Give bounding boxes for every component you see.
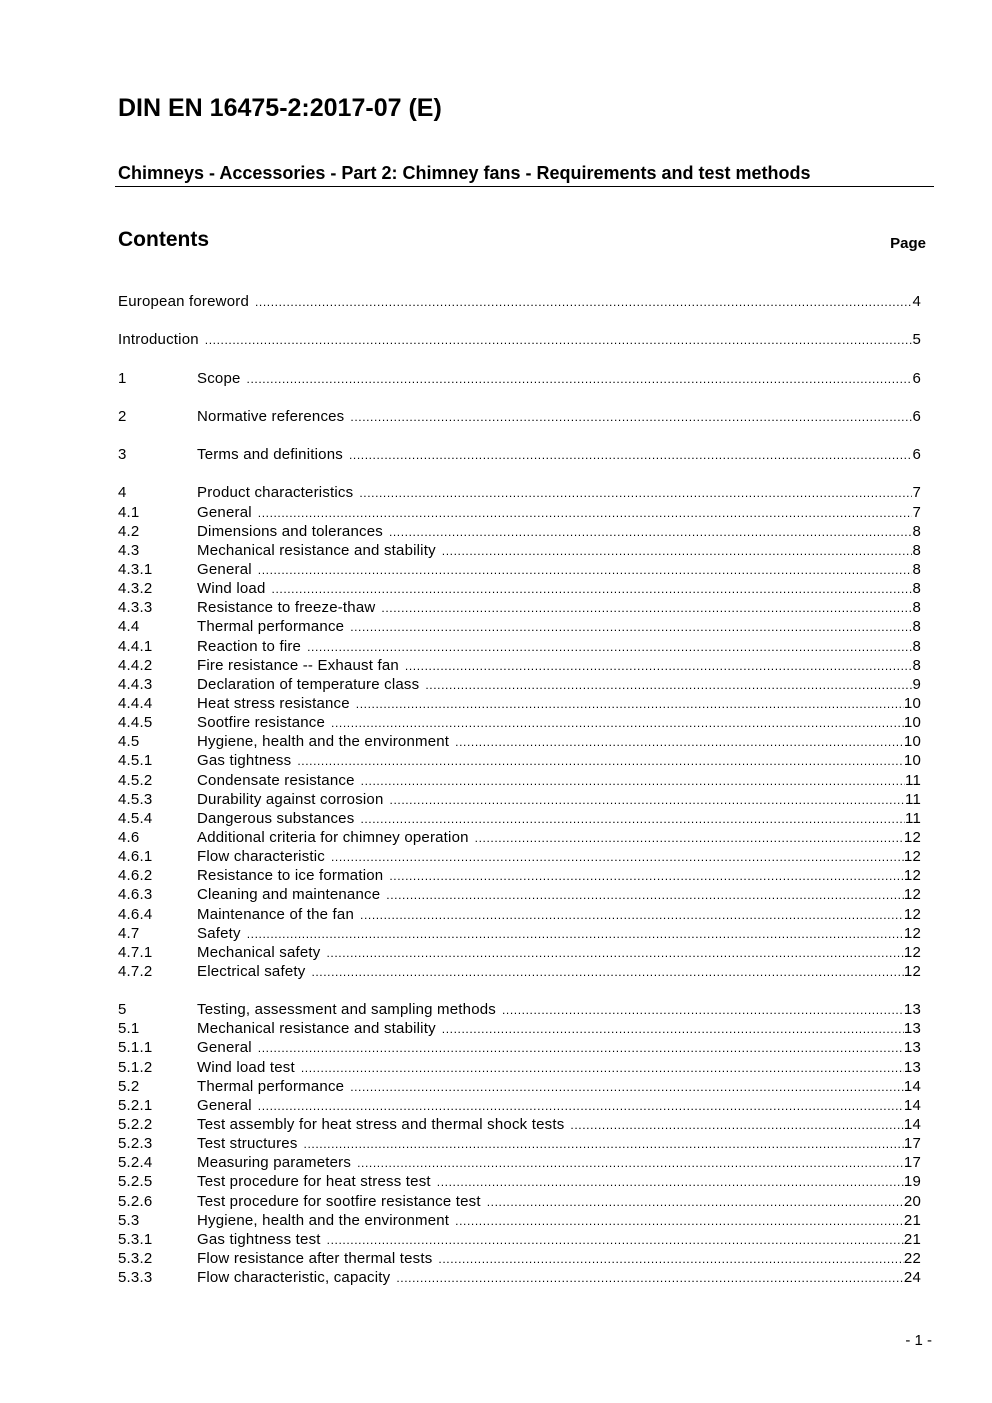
toc-leader-dots (326, 944, 903, 963)
toc-entry-number: 4.4.5 (118, 714, 153, 732)
toc-entry-number: 4.4.2 (118, 656, 153, 674)
toc-entry-title: Dangerous substances (197, 809, 355, 827)
toc-entry[interactable] (118, 790, 921, 809)
toc-entry[interactable] (118, 1000, 921, 1019)
toc-entry-title: Gas tightness test (197, 1230, 321, 1248)
toc-entry-page: 8 (912, 522, 921, 540)
toc-entry-page: 11 (905, 790, 921, 808)
toc-entry-title: General (197, 503, 252, 521)
toc-entry-title: Thermal performance (197, 1077, 345, 1095)
toc-entry[interactable] (118, 598, 921, 617)
toc-leader-dots (301, 1059, 904, 1078)
toc-entry-title: Terms and definitions (197, 446, 343, 464)
toc-entry[interactable] (118, 905, 921, 924)
page-number: - 1 - (905, 1332, 932, 1349)
toc-entry-number: 4.5.3 (118, 790, 153, 808)
toc-entry-page: 6 (912, 369, 921, 387)
toc-entry-page: 13 (903, 1020, 921, 1038)
toc-entry-number: 4.5 (118, 733, 140, 751)
toc-leader-dots (255, 293, 912, 312)
toc-leader-dots (360, 810, 905, 829)
toc-entry-title: Hygiene, health and the environment (197, 733, 450, 751)
toc-entry-title: Test assembly for heat stress and thermal shock tests (197, 1116, 565, 1134)
toc-entry-title: Cleaning and maintenance (197, 886, 381, 904)
toc-entry-number: 4.7 (118, 924, 140, 942)
toc-entry-title: Thermal performance (197, 618, 345, 636)
toc-entry-number: 5.2 (118, 1077, 140, 1095)
toc-leader-dots (307, 638, 912, 657)
toc-leader-dots (356, 695, 904, 714)
toc-entry[interactable] (118, 809, 921, 828)
toc-entry-number: 4.6.3 (118, 886, 153, 904)
toc-leader-dots (258, 1097, 904, 1116)
toc-entry-page: 17 (903, 1154, 921, 1172)
toc-entry-page: 21 (903, 1230, 921, 1248)
toc-entry-number: 4.5.2 (118, 771, 153, 789)
toc-entry-page: 8 (912, 637, 921, 655)
toc-entry[interactable] (118, 1153, 921, 1172)
document-id: DIN EN 16475-2:2017-07 (E) (118, 94, 442, 122)
toc-entry[interactable] (118, 560, 921, 579)
toc-entry-title: Additional criteria for chimney operation (197, 828, 469, 846)
toc-entry-number: 5.2.5 (118, 1173, 153, 1191)
toc-leader-dots (361, 772, 905, 791)
toc-entry[interactable] (118, 751, 921, 770)
toc-entry-number: 5 (118, 1001, 127, 1019)
toc-leader-dots (205, 331, 913, 350)
toc-entry-title: Heat stress resistance (197, 694, 350, 712)
toc-leader-dots (405, 657, 913, 676)
toc-leader-dots (442, 542, 913, 561)
toc-entry-title: Electrical safety (197, 962, 306, 980)
toc-entry-number: 4.4.3 (118, 675, 153, 693)
toc-entry-page: 13 (903, 1058, 921, 1076)
toc-entry-page: 10 (903, 752, 921, 770)
toc-entry-title: Product characteristics (197, 484, 354, 502)
toc-entry[interactable] (118, 713, 921, 732)
toc-entry-number: 4.3.2 (118, 580, 153, 598)
toc-leader-dots (437, 1173, 904, 1192)
toc-entry-page: 11 (905, 771, 921, 789)
toc-leader-dots (331, 714, 904, 733)
toc-entry-page: 12 (903, 943, 921, 961)
toc-entry-title: Flow characteristic (197, 848, 325, 866)
toc-entry[interactable] (118, 847, 921, 866)
toc-entry-page: 12 (903, 828, 921, 846)
toc-leader-dots (455, 733, 904, 752)
toc-entry-number: 5.2.3 (118, 1135, 153, 1153)
toc-entry-page: 14 (903, 1096, 921, 1114)
toc-entry-page: 7 (912, 503, 921, 521)
toc-entry[interactable] (118, 445, 921, 464)
toc-entry-page: 8 (912, 580, 921, 598)
toc-entry-number: 5.2.2 (118, 1116, 153, 1134)
toc-entry[interactable] (118, 617, 921, 636)
toc-entry-page: 12 (903, 924, 921, 942)
toc-entry[interactable] (118, 943, 921, 962)
toc-entry-number: 4.3.3 (118, 599, 153, 617)
toc-entry-number: 4 (118, 484, 127, 502)
contents-heading: Contents (118, 228, 209, 251)
toc-entry-title: Wind load test (197, 1058, 295, 1076)
toc-entry-page: 8 (912, 618, 921, 636)
toc-entry-page: 8 (912, 541, 921, 559)
toc-entry[interactable] (118, 732, 921, 751)
toc-entry-page: 11 (905, 809, 921, 827)
toc-entry-page: 13 (903, 1001, 921, 1019)
toc-entry[interactable] (118, 866, 921, 885)
toc-entry-page: 22 (903, 1250, 921, 1268)
toc-entry-page: 21 (903, 1211, 921, 1229)
toc-entry[interactable] (118, 1268, 921, 1287)
toc-entry-page: 4 (912, 293, 921, 310)
toc-entry-number: 5.3.2 (118, 1250, 153, 1268)
toc-entry-number: 4.5.1 (118, 752, 153, 770)
toc-leader-dots (247, 370, 913, 389)
toc-leader-dots (331, 848, 904, 867)
toc-entry-page: 19 (903, 1173, 921, 1191)
toc-leader-dots (258, 504, 913, 523)
toc-entry-page: 10 (903, 694, 921, 712)
toc-entry-page: 12 (903, 867, 921, 885)
toc-entry-number: 4.4.4 (118, 694, 153, 712)
toc-entry-page: 12 (903, 962, 921, 980)
toc-entry-page: 14 (903, 1077, 921, 1095)
toc-entry-page: 20 (903, 1192, 921, 1210)
toc-entry-number: 4.4.1 (118, 637, 153, 655)
toc-leader-dots (311, 963, 903, 982)
toc-entry-page: 9 (912, 675, 921, 693)
toc-entry[interactable] (118, 483, 921, 502)
toc-entry-title: Resistance to ice formation (197, 867, 384, 885)
title-divider (115, 186, 934, 187)
toc-entry-number: 5.2.1 (118, 1096, 153, 1114)
toc-entry-title: Gas tightness (197, 752, 292, 770)
toc-entry[interactable] (118, 962, 921, 981)
toc-entry-title: Scope (197, 369, 241, 387)
toc-leader-dots (304, 1135, 904, 1154)
toc-entry[interactable] (118, 828, 921, 847)
toc-entry[interactable] (118, 1058, 921, 1077)
document-subtitle: Chimneys - Accessories - Part 2: Chimney fans - Requirements and test methods (118, 163, 811, 183)
toc-leader-dots (475, 829, 904, 848)
toc-leader-dots (350, 408, 912, 427)
toc-entry-title: Safety (197, 924, 241, 942)
toc-entry-title: Declaration of temperature class (197, 675, 420, 693)
toc-entry-page: 24 (903, 1269, 921, 1287)
toc-entry-title: General (197, 1096, 252, 1114)
toc-entry-number: 4.6.1 (118, 848, 153, 866)
toc-entry-number: 4.4 (118, 618, 140, 636)
toc-entry-number: 3 (118, 446, 127, 464)
table-of-contents (118, 292, 921, 1287)
toc-entry-title: European foreword (118, 293, 249, 310)
toc-entry-page: 12 (903, 848, 921, 866)
toc-leader-dots (442, 1020, 904, 1039)
toc-entry[interactable] (118, 1134, 921, 1153)
toc-entry[interactable] (118, 1249, 921, 1268)
toc-entry-page: 12 (903, 886, 921, 904)
toc-entry-title: Test structures (197, 1135, 298, 1153)
toc-entry[interactable] (118, 522, 921, 541)
page-column-label: Page (890, 235, 926, 252)
toc-entry-title: Fire resistance -- Exhaust fan (197, 656, 399, 674)
toc-entry-title: Mechanical resistance and stability (197, 1020, 436, 1038)
toc-entry-title: Testing, assessment and sampling methods (197, 1001, 496, 1019)
toc-leader-dots (258, 1039, 904, 1058)
toc-entry[interactable] (118, 369, 921, 388)
toc-leader-dots (327, 1231, 904, 1250)
toc-entry[interactable] (118, 924, 921, 943)
toc-leader-dots (570, 1116, 903, 1135)
toc-leader-dots (389, 867, 904, 886)
toc-entry-page: 7 (912, 484, 921, 502)
toc-entry-number: 5.3.1 (118, 1230, 153, 1248)
toc-entry[interactable] (118, 1115, 921, 1134)
toc-leader-dots (425, 676, 912, 695)
toc-leader-dots (386, 886, 904, 905)
toc-entry-number: 4.2 (118, 522, 140, 540)
toc-leader-dots (349, 446, 913, 465)
toc-entry[interactable] (118, 1230, 921, 1249)
toc-entry[interactable] (118, 1096, 921, 1115)
toc-entry-title: Mechanical resistance and stability (197, 541, 436, 559)
toc-leader-dots (438, 1250, 903, 1269)
toc-leader-dots (360, 906, 904, 925)
toc-leader-dots (390, 791, 906, 810)
toc-leader-dots (258, 561, 913, 580)
toc-entry-title: Measuring parameters (197, 1154, 352, 1172)
toc-entry-number: 4.6.4 (118, 905, 153, 923)
toc-entry-number: 4.3 (118, 541, 140, 559)
toc-entry-page: 10 (903, 733, 921, 751)
toc-entry[interactable] (118, 292, 921, 311)
toc-entry-number: 1 (118, 369, 127, 387)
toc-entry-title: Test procedure for heat stress test (197, 1173, 431, 1191)
toc-entry[interactable] (118, 330, 921, 349)
toc-leader-dots (350, 1078, 904, 1097)
toc-leader-dots (359, 484, 912, 503)
toc-leader-dots (389, 523, 913, 542)
toc-leader-dots (381, 599, 912, 618)
toc-entry-page: 8 (912, 560, 921, 578)
toc-entry-number: 5.3 (118, 1211, 140, 1229)
toc-entry[interactable] (118, 503, 921, 522)
toc-entry-title: Wind load (197, 580, 266, 598)
toc-entry-page: 10 (903, 714, 921, 732)
toc-entry[interactable] (118, 407, 921, 426)
toc-entry-number: 4.7.1 (118, 943, 153, 961)
toc-entry-title: General (197, 1039, 252, 1057)
toc-leader-dots (357, 1154, 904, 1173)
toc-entry-number: 5.2.6 (118, 1192, 153, 1210)
toc-entry-title: Dimensions and tolerances (197, 522, 383, 540)
toc-entry-title: Normative references (197, 407, 345, 425)
toc-entry[interactable] (118, 675, 921, 694)
toc-entry-title: Condensate resistance (197, 771, 355, 789)
toc-entry-title: Flow characteristic, capacity (197, 1269, 391, 1287)
toc-entry-page: 6 (912, 446, 921, 464)
toc-entry[interactable] (118, 637, 921, 656)
toc-entry-number: 4.5.4 (118, 809, 153, 827)
toc-leader-dots (455, 1212, 904, 1231)
toc-entry-title: Maintenance of the fan (197, 905, 355, 923)
toc-leader-dots (247, 925, 904, 944)
toc-entry[interactable] (118, 1038, 921, 1057)
toc-entry-title: Reaction to fire (197, 637, 302, 655)
toc-leader-dots (350, 618, 912, 637)
toc-entry[interactable] (118, 771, 921, 790)
toc-entry-title: Mechanical safety (197, 943, 321, 961)
toc-entry-number: 5.2.4 (118, 1154, 153, 1172)
toc-entry-page: 14 (903, 1116, 921, 1134)
toc-entry-number: 5.1.2 (118, 1058, 153, 1076)
toc-entry[interactable] (118, 885, 921, 904)
toc-entry-title: Test procedure for sootfire resistance test (197, 1192, 481, 1210)
toc-entry-title: Hygiene, health and the environment (197, 1211, 450, 1229)
toc-entry[interactable] (118, 1077, 921, 1096)
toc-leader-dots (396, 1269, 904, 1288)
toc-entry-page: 12 (903, 905, 921, 923)
toc-entry-number: 5.3.3 (118, 1269, 153, 1287)
toc-entry-number: 4.3.1 (118, 560, 153, 578)
toc-leader-dots (502, 1001, 904, 1020)
toc-entry[interactable] (118, 656, 921, 675)
toc-entry[interactable] (118, 1172, 921, 1191)
toc-entry-number: 2 (118, 407, 127, 425)
toc-entry-title: General (197, 560, 252, 578)
toc-entry-number: 4.1 (118, 503, 140, 521)
toc-entry-title: Sootfire resistance (197, 714, 326, 732)
toc-entry-page: 8 (912, 656, 921, 674)
toc-entry-number: 5.1 (118, 1020, 140, 1038)
toc-entry[interactable] (118, 579, 921, 598)
toc-entry-title: Flow resistance after thermal tests (197, 1250, 433, 1268)
toc-entry-title: Introduction (118, 331, 199, 349)
toc-entry-number: 4.7.2 (118, 962, 153, 980)
toc-entry-number: 4.6 (118, 828, 140, 846)
toc-entry[interactable] (118, 1192, 921, 1211)
toc-entry-number: 5.1.1 (118, 1039, 153, 1057)
toc-entry-page: 8 (912, 599, 921, 617)
toc-entry-title: Durability against corrosion (197, 790, 384, 808)
toc-entry-number: 4.6.2 (118, 867, 153, 885)
toc-entry-title: Resistance to freeze-thaw (197, 599, 376, 617)
toc-entry[interactable] (118, 694, 921, 713)
toc-entry-page: 17 (903, 1135, 921, 1153)
toc-entry[interactable] (118, 541, 921, 560)
toc-entry-page: 6 (912, 407, 921, 425)
toc-leader-dots (297, 752, 904, 771)
toc-leader-dots (487, 1193, 904, 1212)
toc-entry[interactable] (118, 1211, 921, 1230)
toc-leader-dots (272, 580, 913, 599)
toc-entry-page: 13 (903, 1039, 921, 1057)
toc-entry-page: 5 (912, 331, 921, 349)
toc-entry[interactable] (118, 1019, 921, 1038)
